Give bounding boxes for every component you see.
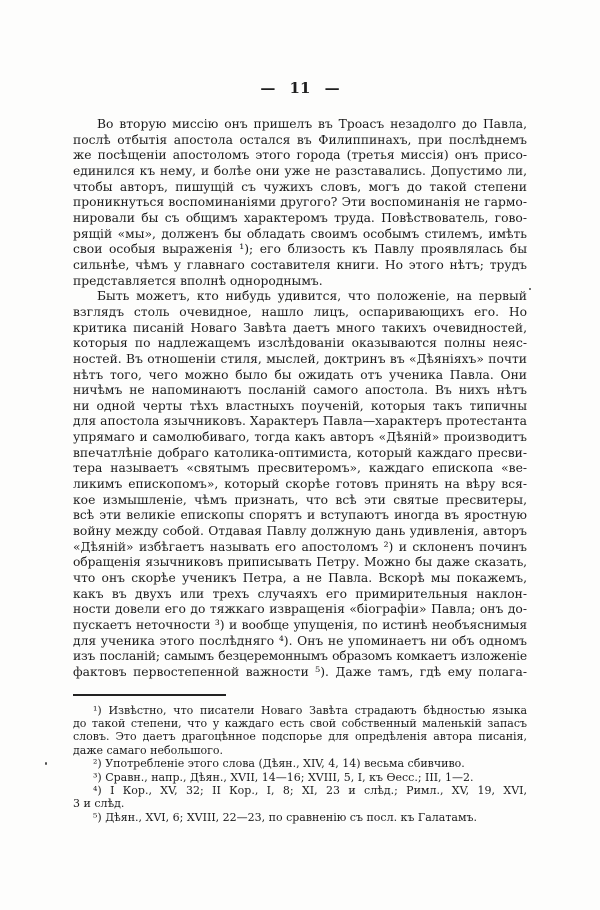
text-line: до такой степени, что у каждаго есть свой собственный маленькій запасъ — [73, 717, 527, 731]
text-line: словъ. Это даетъ драгоцѣнное подспорье для опредѣленія автора писанія, — [73, 730, 527, 744]
text-line: Быть можетъ, кто нибудь удивится, что положеніе, на первый — [97, 289, 527, 304]
text-line: ности довели его до тяжкаго извращенія «біографіи» Павла; онъ до- — [73, 602, 527, 617]
text-block — [73, 117, 527, 824]
text-line: Во вторую миссію онъ пришелъ въ Троасъ незадолго до Павла, — [97, 117, 527, 131]
text-line: послѣ отбытія апостола остался въ Филиппинахъ, при послѣднемъ — [73, 132, 527, 147]
text-line: обращенія язычниковъ приписывать Петру. Можно бы даже сказать, — [73, 555, 527, 570]
footnote — [73, 771, 527, 784]
text-line: ²) Употребленіе этого слова (Дѣян., XIV, 4, 14) весьма сбивчиво. — [93, 757, 465, 771]
text-line: свои особыя выраженія ¹); его близость къ Павлу проявлялась бы — [73, 242, 527, 257]
text-line: единился къ нему, и болѣе они уже не разставались. Допустимо ли, — [73, 163, 527, 178]
text-line: ностей. Въ отношеніи стиля, мыслей, доктринъ въ «Дѣяніяхъ» почти — [73, 351, 527, 366]
text-line: для апостола язычниковъ. Характеръ Павла—характеръ протестанта — [73, 414, 527, 429]
text-line: пускаетъ неточности ³) и вообще упущенія, по истинѣ необъяснимыя — [73, 618, 527, 632]
text-line: нировали бы съ общимъ характеромъ труда. Повѣствователь, гово- — [73, 210, 527, 225]
page-number: — 11 — — [260, 79, 340, 97]
text-line: ничѣмъ не напоминаютъ посланій самого апостола. Въ нихъ нѣтъ — [73, 383, 527, 398]
scan-speck — [45, 762, 47, 765]
text-line: проникнуться воспоминаніями другого? Эти воспоминанія не гармо- — [73, 195, 527, 210]
text-line: критика писаній Новаго Завѣта даетъ много такихъ очевидностей, — [73, 320, 527, 335]
text-line: «Дѣяній» избѣгаетъ называть его апостоломъ ²) и склоненъ починъ — [73, 539, 527, 554]
text-line: упрямаго и самолюбиваго, тогда какъ авторъ «Дѣяній» производитъ — [73, 430, 527, 445]
text-line: ни одной черты тѣхъ властныхъ поученій, которыя такъ типичны — [73, 398, 527, 413]
text-line: фактовъ первостепенной важности ⁵). Даже тамъ, гдѣ ему полага- — [73, 664, 527, 679]
text-line: ¹) Извѣстно, что писатели Новаго Завѣта страдаютъ бѣдностью языка — [93, 703, 527, 717]
scan-speck — [529, 288, 531, 290]
footnote — [73, 757, 527, 770]
text-line: ³) Сравн., напр., Дѣян., XVII, 14—16; XVIII, 5, I, къ Ѳесс.; III, 1—2. — [93, 770, 474, 784]
text-line: взглядъ столь очевидное, нашло лицъ, оспаривающихъ его. Но — [73, 304, 527, 319]
text-line: для ученика этого послѣдняго ⁴). Онъ не упоминаетъ ни объ одномъ — [73, 633, 527, 648]
text-line: войну между собой. Отдавая Павлу должную дань удивленія, авторъ — [73, 524, 527, 539]
text-line: какъ въ двухъ или трехъ случаяхъ его примирительныя наклон- — [73, 586, 527, 601]
text-line: же посѣщеніи апостоломъ этого города (третья миссія) онъ присо- — [73, 148, 527, 163]
text-line: которыя по надлежащемъ изслѣдованіи оказываются полны неяс- — [73, 336, 527, 351]
text-line: ⁴) I Кор., XV, 32; II Кор., I, 8; XI, 23 и слѣд.; Римл., XV, 19, XVI, — [93, 784, 527, 798]
text-line: впечатлѣніе добраго католика-оптимиста, который каждаго пресви- — [73, 445, 527, 460]
text-line: нѣтъ того, чего можно было бы ожидать отъ ученика Павла. Они — [73, 367, 527, 382]
text-line: тера называетъ «святымъ пресвитеромъ», каждаго епископа «ве- — [73, 461, 527, 476]
footnote — [73, 811, 527, 824]
text-line: чтобы авторъ, пишущій съ чужихъ словъ, могъ до такой степени — [73, 179, 527, 194]
footnote — [73, 704, 527, 758]
text-line: что онъ скорѣе ученикъ Петра, а не Павла. Вскорѣ мы покажемъ, — [73, 571, 527, 586]
footnotes — [73, 704, 527, 825]
text-line: рящій «мы», долженъ бы обладать своимъ особымъ стилемъ, имѣть — [73, 226, 527, 241]
text-line: представляется вполнѣ однороднымъ. — [73, 273, 323, 288]
footnote-separator — [73, 694, 226, 696]
text-line: ⁵) Дѣян., XVI, 6; XVIII, 22—23, по сравненію съ посл. къ Галатамъ. — [93, 810, 478, 824]
text-line: 3 и слѣд. — [73, 797, 125, 811]
text-line: изъ посланій; самымъ безцеремоннымъ образомъ комкаетъ изложеніе — [73, 649, 527, 664]
text-line: даже самаго небольшого. — [73, 743, 223, 757]
body-text — [73, 117, 527, 681]
text-line: сильнѣе, чѣмъ у главнаго составителя книги. Но этого нѣтъ; трудъ — [73, 257, 527, 272]
footnote — [73, 784, 527, 811]
text-line: кое измышленіе, чѣмъ признать, что всѣ эти святые пресвитеры, — [73, 492, 527, 507]
paragraph — [73, 117, 527, 289]
paragraph — [73, 289, 527, 680]
text-line: ликимъ епископомъ», который скорѣе готовъ принять на вѣру вся- — [73, 477, 527, 492]
text-line: всѣ эти великіе епископы спорятъ и вступаютъ иногда въ яростную — [73, 508, 527, 523]
